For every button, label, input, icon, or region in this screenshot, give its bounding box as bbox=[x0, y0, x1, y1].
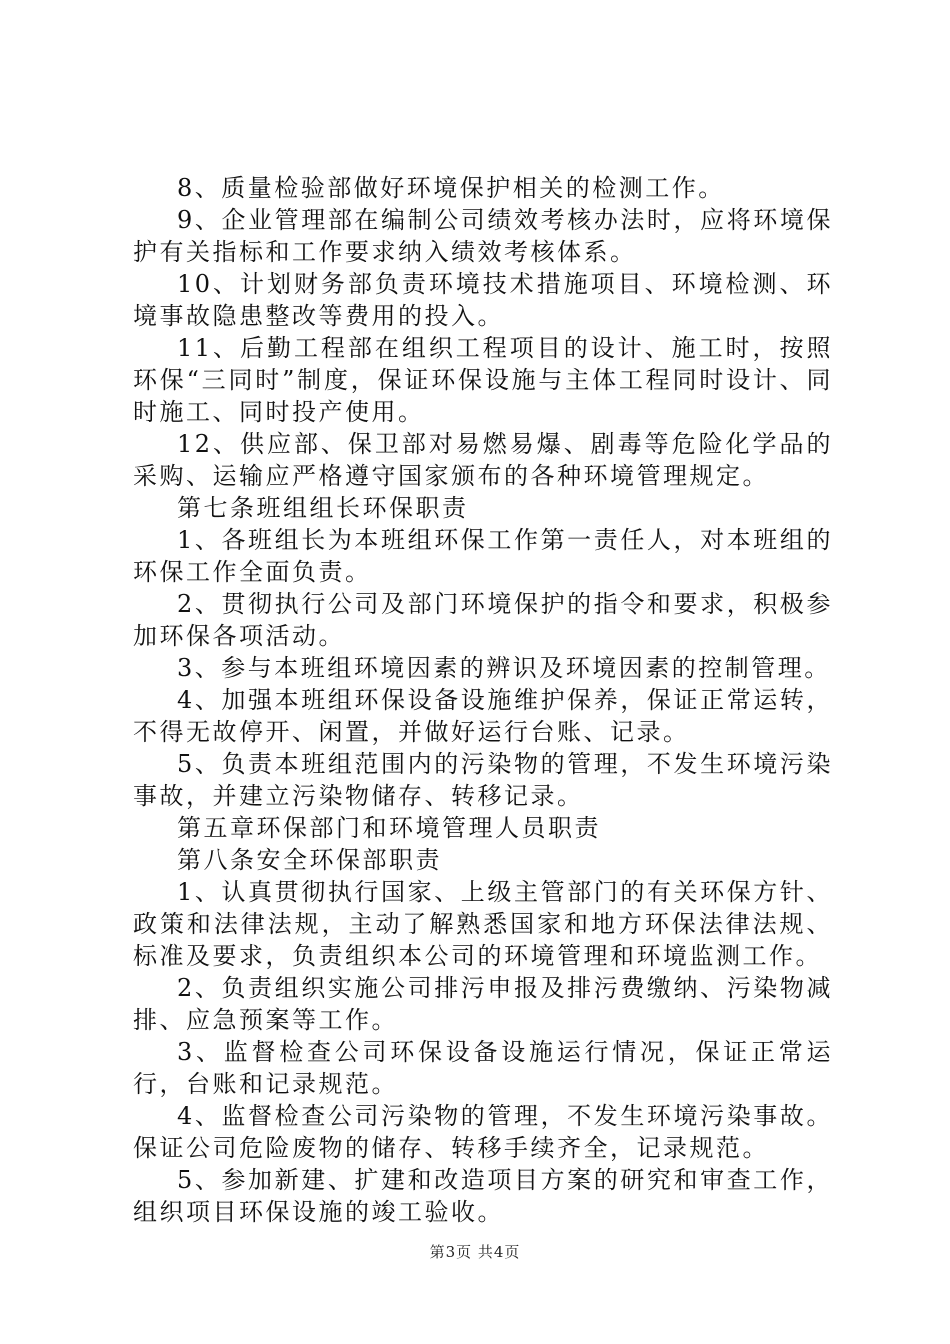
paragraph: 3、参与本班组环境因素的辨识及环境因素的控制管理。 bbox=[177, 654, 831, 682]
section-heading: 第七条班组组长环保职责 bbox=[177, 494, 469, 522]
paragraph: 12、供应部、保卫部对易燃易爆、剧毒等危险化学品的采购、运输应严格遵守国家颁布的各种环境管理规定。 bbox=[133, 430, 833, 490]
paragraph: 5、参加新建、扩建和改造项目方案的研究和审查工作，组织项目环保设施的竣工验收。 bbox=[133, 1166, 833, 1226]
paragraph: 11、后勤工程部在组织工程项目的设计、施工时，按照环保“三同时”制度，保证环保设施与主体工程同时设计、同时施工、同时投产使用。 bbox=[133, 334, 833, 426]
paragraph: 1、认真贯彻执行国家、上级主管部门的有关环保方针、政策和法律法规，主动了解熟悉国家和地方环保法律法规、标准及要求，负责组织本公司的环境管理和环境监测工作。 bbox=[133, 878, 833, 970]
document-body bbox=[133, 172, 833, 1228]
paragraph: 4、加强本班组环保设备设施维护保养，保证正常运转，不得无故停开、闲置，并做好运行台账、记录。 bbox=[133, 686, 833, 746]
chapter-heading: 第五章环保部门和环境管理人员职责 bbox=[177, 814, 601, 842]
paragraph: 1、各班组长为本班组环保工作第一责任人，对本班组的环保工作全面负责。 bbox=[133, 526, 833, 586]
section-heading: 第八条安全环保部职责 bbox=[177, 846, 442, 874]
paragraph: 8、质量检验部做好环境保护相关的检测工作。 bbox=[177, 174, 725, 202]
paragraph: 5、负责本班组范围内的污染物的管理，不发生环境污染事故，并建立污染物储存、转移记录。 bbox=[133, 750, 833, 810]
paragraph: 2、负责组织实施公司排污申报及排污费缴纳、污染物减排、应急预案等工作。 bbox=[133, 974, 833, 1034]
page-number-footer: 第3页 共4页 bbox=[429, 1243, 521, 1261]
paragraph: 10、计划财务部负责环境技术措施项目、环境检测、环境事故隐患整改等费用的投入。 bbox=[133, 270, 833, 330]
paragraph: 4、监督检查公司污染物的管理，不发生环境污染事故。保证公司危险废物的储存、转移手续齐全，记录规范。 bbox=[133, 1102, 833, 1162]
paragraph: 2、贯彻执行公司及部门环境保护的指令和要求，积极参加环保各项活动。 bbox=[133, 590, 833, 650]
paragraph: 9、企业管理部在编制公司绩效考核办法时，应将环境保护有关指标和工作要求纳入绩效考核体系。 bbox=[133, 206, 833, 266]
paragraph: 3、监督检查公司环保设备设施运行情况，保证正常运行，台账和记录规范。 bbox=[133, 1038, 833, 1098]
